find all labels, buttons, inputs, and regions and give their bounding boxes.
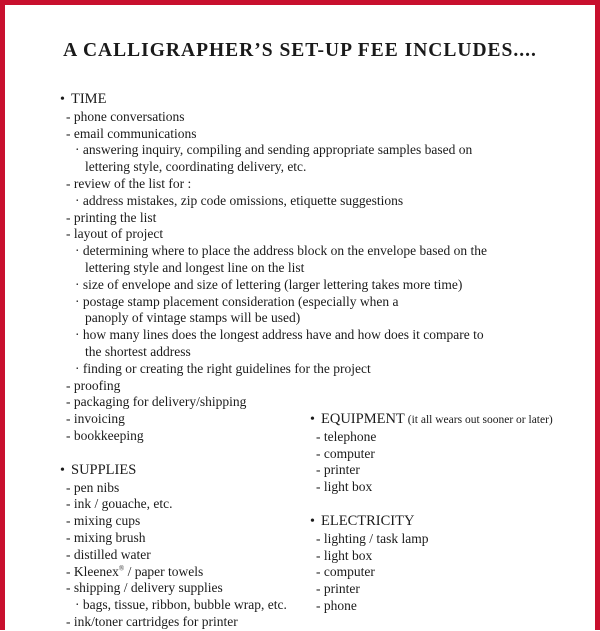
- list-subitem: · size of envelope and size of lettering (larger lettering takes more time): [75, 276, 463, 292]
- list-item: - lighting / task lamp: [316, 530, 429, 546]
- section-heading: [310, 513, 570, 531]
- list-item: - computer: [316, 564, 375, 580]
- list-subitem: · determining where to place the address block on the envelope based on the: [75, 243, 487, 259]
- equipment-heading: EQUIPMENT: [321, 411, 405, 427]
- list-item: - email communications: [66, 125, 197, 141]
- list-item: - shipping / delivery supplies: [66, 580, 223, 596]
- list-item: - pen nibs: [66, 479, 120, 495]
- list-item: - proofing: [66, 377, 121, 393]
- list-subitem: · bags, tissue, ribbon, bubble wrap, etc.: [75, 597, 287, 613]
- kleenex-text: - Kleenex: [66, 563, 119, 579]
- list-item: - bookkeeping: [66, 427, 144, 443]
- list-item: - phone conversations: [66, 108, 185, 124]
- page-border-left: [0, 0, 5, 630]
- list-item: - phone: [316, 597, 357, 613]
- list-subitem: · answering inquiry, compiling and sending appropriate samples based on: [75, 142, 473, 158]
- section-heading: [310, 411, 570, 429]
- list-item: - mixing brush: [66, 529, 146, 545]
- list-subitem: · postage stamp placement consideration (especially when a: [75, 293, 399, 309]
- section-time: [60, 91, 520, 445]
- list-item: - mixing cups: [66, 513, 141, 529]
- list-item: - review of the list for :: [66, 175, 192, 191]
- list-subitem: · how many lines does the longest address have and how does it compare to: [75, 327, 484, 343]
- list-subitem: · finding or creating the right guidelines for the project: [75, 360, 371, 376]
- section-heading: [60, 91, 520, 109]
- list-subitem-continuation: panoply of vintage stamps will be used): [85, 310, 301, 326]
- list-item: - light box: [316, 479, 373, 495]
- bullet-icon: •: [310, 412, 315, 427]
- bullet-icon: •: [60, 92, 65, 107]
- page-border-top: [0, 0, 600, 5]
- right-column: [310, 411, 570, 615]
- list-subitem: · address mistakes, zip code omissions, etiquette suggestions: [75, 192, 404, 208]
- registered-mark: ®: [118, 564, 125, 573]
- list-item: - telephone: [316, 428, 377, 444]
- list-subitem-continuation: lettering style and longest line on the list: [85, 259, 305, 275]
- section-electricity: [310, 513, 570, 615]
- list-item: - layout of project: [66, 226, 164, 242]
- paper-towels-text: / paper towels: [127, 563, 204, 579]
- list-item: - printer: [316, 462, 360, 478]
- equipment-note: (it all wears out sooner or later): [407, 414, 553, 426]
- bullet-icon: •: [60, 462, 65, 478]
- list-item: - packaging for delivery/shipping: [66, 394, 247, 410]
- list-subitem-continuation: the shortest address: [85, 343, 191, 359]
- list-item: - printer: [316, 581, 360, 597]
- bullet-icon: •: [310, 513, 315, 529]
- list-subitem-continuation: lettering style, coordinating delivery, etc.: [85, 159, 307, 175]
- supplies-heading: SUPPLIES: [71, 461, 137, 478]
- list-item: - printing the list: [66, 209, 157, 225]
- electricity-heading: ELECTRICITY: [321, 512, 415, 529]
- page-border-right: [595, 0, 600, 630]
- list-item: - computer: [316, 445, 375, 461]
- list-item: - ink/toner cartridges for printer: [66, 613, 238, 629]
- page-title: A CALLIGRAPHER’S SET-UP FEE INCLUDES....: [63, 40, 537, 61]
- list-item: - light box: [316, 547, 373, 563]
- list-item: - invoicing: [66, 411, 125, 427]
- time-heading: TIME: [71, 91, 107, 107]
- section-equipment: [310, 411, 570, 496]
- list-item: - ink / gouache, etc.: [66, 496, 173, 512]
- list-item: - distilled water: [66, 546, 151, 562]
